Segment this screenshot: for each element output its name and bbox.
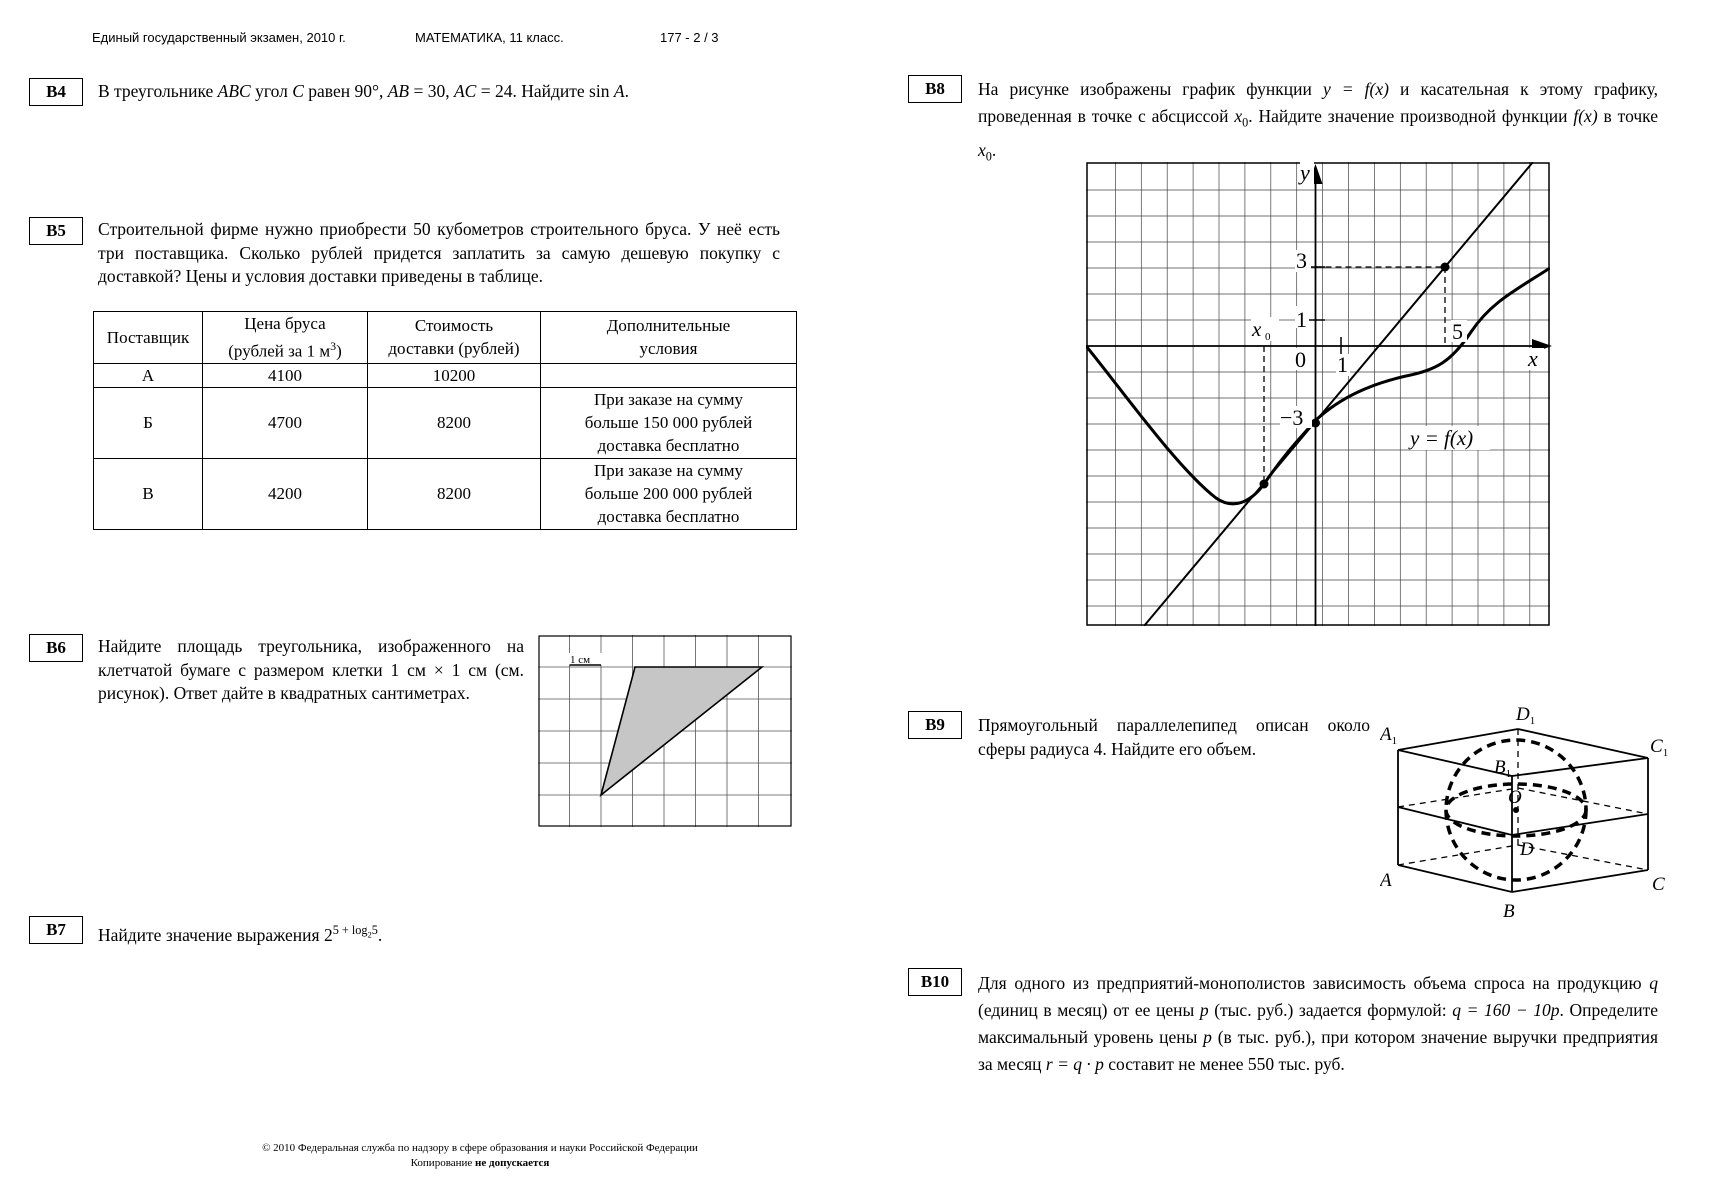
label-fx: y = f(x) bbox=[1410, 426, 1474, 450]
footer-copy-b: не допускается bbox=[475, 1157, 550, 1169]
b10-t4: . Определите максимальный уровень цены bbox=[978, 1000, 1658, 1047]
axis-label-y: y bbox=[1300, 162, 1310, 185]
cell-delivery: 10200 bbox=[368, 363, 541, 387]
task-b4-text bbox=[98, 80, 798, 104]
vertex-b1-sub: 1 bbox=[1505, 768, 1512, 780]
label-m3: −3 bbox=[1280, 405, 1304, 430]
table-row bbox=[94, 458, 797, 529]
cell-extra-line: больше 200 000 рублей bbox=[584, 484, 753, 504]
cell-supplier: А bbox=[94, 363, 203, 387]
b4-v5: A bbox=[613, 81, 625, 101]
th-price-a: Цена бруса bbox=[244, 314, 326, 333]
label-x0-sub: 0 bbox=[1265, 331, 1271, 343]
b8-t1: На рисунке изображены график функции bbox=[978, 79, 1323, 99]
vertex-c1-sub: 1 bbox=[1662, 747, 1669, 759]
cell-extra-line: доставка бесплатно bbox=[597, 436, 740, 456]
vertex-d: D bbox=[1520, 839, 1534, 860]
label-1x: 1 bbox=[1337, 352, 1348, 377]
label-1: 1 bbox=[1296, 307, 1307, 332]
task-b6-text: Найдите площадь треугольника, изображенного на клетчатой бумаге с размером клетки 1 см × 1 см (см. рисунок). Ответ дайте в квадратных сантиметрах. bbox=[98, 636, 524, 703]
b8-x0a-sub: 0 bbox=[1242, 115, 1249, 130]
b4-t4: = 30, bbox=[409, 81, 454, 101]
cell-supplier: Б bbox=[94, 387, 203, 458]
label-x0: x bbox=[1252, 317, 1262, 341]
function-curve bbox=[1086, 268, 1550, 504]
b7-end: . bbox=[377, 924, 383, 945]
b4-t5: = 24. Найдите sin bbox=[476, 81, 614, 101]
task-label-b7: B7 bbox=[29, 916, 83, 944]
parallelepiped-figure bbox=[1380, 700, 1680, 930]
th-delivery-b: доставки (рублей) bbox=[388, 339, 520, 359]
b4-v3: AB bbox=[387, 81, 410, 101]
task-label-b8: B8 bbox=[908, 75, 962, 103]
b10-p1: p bbox=[1199, 1000, 1209, 1020]
b10-f1: q = 160 − 10p bbox=[1452, 1000, 1560, 1020]
vertex-a1-sub: 1 bbox=[1391, 735, 1398, 747]
cell-extra-line: доставка бесплатно bbox=[597, 507, 740, 527]
b8-f2: f(x) bbox=[1573, 106, 1598, 126]
label-0: 0 bbox=[1295, 347, 1306, 372]
task-b8-text bbox=[978, 76, 1658, 170]
b10-t2: (единиц в месяц) от ее цены bbox=[978, 1000, 1200, 1020]
point-x0 bbox=[1260, 480, 1269, 489]
b8-x0b: x bbox=[978, 139, 986, 160]
vertex-b1: B bbox=[1494, 757, 1506, 778]
b4-t3: равен 90°, bbox=[303, 81, 388, 101]
vertex-d1: D bbox=[1516, 704, 1530, 725]
task-label-b9: B9 bbox=[908, 711, 962, 739]
svg-text:C1 bbox=[1650, 736, 1668, 759]
label-3: 3 bbox=[1296, 248, 1307, 273]
b8-x0a: x bbox=[1234, 106, 1243, 126]
vertex-b: B bbox=[1503, 901, 1515, 922]
svg-text:A1 bbox=[1380, 724, 1397, 747]
th-price-b: (рублей за 1 м bbox=[228, 341, 331, 361]
b8-t2: и касательная к этому графику, проведенная в точке с абсциссой bbox=[978, 79, 1658, 126]
cell-price: 4200 bbox=[203, 458, 368, 529]
footer-copyright: © 2010 Федеральная служба по надзору в сфере образования и науки Российской Федерации bbox=[262, 1142, 698, 1154]
vertex-d1-sub: 1 bbox=[1529, 715, 1536, 727]
grid-triangle-figure bbox=[538, 635, 794, 829]
b7-exp-b: 5 bbox=[371, 923, 378, 937]
cell-extra-line: При заказе на сумму bbox=[594, 461, 743, 481]
cell-extra bbox=[541, 387, 797, 458]
task-b10-text bbox=[978, 970, 1658, 1078]
cell-extra bbox=[541, 363, 797, 387]
b10-t3: (тыс. руб.) задается формулой: bbox=[1208, 1000, 1453, 1020]
header-page: 177 - 2 / 3 bbox=[660, 30, 719, 45]
b7-text: Найдите значение выражения bbox=[98, 924, 324, 945]
task-b9-text: Прямоугольный параллелепипед описан около сферы радиуса 4. Найдите его объем. bbox=[978, 715, 1370, 759]
th-extra-b: условия bbox=[639, 339, 698, 359]
b10-t1: Для одного из предприятий-монополистов зависимость объема спроса на продукцию bbox=[978, 973, 1650, 993]
cell-extra-line: больше 150 000 рублей bbox=[584, 413, 753, 433]
function-graph bbox=[1086, 162, 1554, 630]
b7-base: 2 bbox=[323, 924, 333, 945]
b4-v2: C bbox=[292, 81, 304, 101]
vertex-o: O bbox=[1508, 787, 1522, 808]
suppliers-table bbox=[93, 311, 797, 530]
vertex-a1: A bbox=[1380, 724, 1392, 745]
task-label-b4: B4 bbox=[29, 78, 83, 106]
cell-price: 4100 bbox=[203, 363, 368, 387]
b4-v1: ABC bbox=[217, 81, 251, 101]
cell-price: 4700 bbox=[203, 387, 368, 458]
cell-delivery: 8200 bbox=[368, 458, 541, 529]
b7-exp-sub: 2 bbox=[367, 929, 372, 940]
th-delivery-a: Стоимость bbox=[414, 316, 494, 336]
scale-label: 1 см bbox=[570, 654, 591, 666]
b10-t6: составит не менее 550 тыс. руб. bbox=[1103, 1054, 1345, 1074]
box-solid-edges bbox=[1398, 729, 1648, 892]
cell-supplier: В bbox=[94, 458, 203, 529]
svg-text:B1 bbox=[1494, 757, 1511, 780]
tangent-line bbox=[1144, 162, 1533, 626]
b4-t6: . bbox=[624, 81, 629, 101]
cell-extra bbox=[541, 458, 797, 529]
th-supplier: Поставщик bbox=[94, 312, 203, 364]
th-price bbox=[203, 312, 368, 364]
svg-text:D1 bbox=[1515, 704, 1535, 727]
label-5: 5 bbox=[1452, 319, 1463, 344]
b8-t4: в точке bbox=[1597, 106, 1659, 126]
cell-extra-line: При заказе на сумму bbox=[594, 390, 743, 410]
b10-t5: (в тыс. руб.), при котором значение выручки предприятия за месяц bbox=[978, 1027, 1658, 1074]
point-0-m3 bbox=[1311, 419, 1320, 428]
th-price-c: ) bbox=[336, 341, 342, 361]
table-row bbox=[94, 387, 797, 458]
graph-grid bbox=[1086, 162, 1550, 626]
b4-t2: угол bbox=[250, 81, 293, 101]
task-b5-text: Строительной фирме нужно приобрести 50 кубометров строительного бруса. У неё есть три поставщика. Сколько рублей придется заплатить за самую дешевую покупку с доставкой? Цены и условия доставки приведены в таблице. bbox=[98, 219, 780, 286]
task-b7-text bbox=[98, 919, 698, 947]
vertex-c: C bbox=[1652, 874, 1665, 895]
axis-label-x: x bbox=[1528, 346, 1538, 371]
b8-x0b-sub: 0 bbox=[985, 149, 992, 163]
footer-copy-a: Копирование bbox=[410, 1157, 476, 1169]
b10-q1: q bbox=[1649, 973, 1658, 993]
b8-f1: y = f(x) bbox=[1322, 79, 1389, 99]
b4-t1: В треугольнике bbox=[98, 81, 218, 101]
th-extra-a: Дополнительные bbox=[606, 316, 731, 336]
th-delivery bbox=[368, 312, 541, 364]
footer-copy-notice bbox=[130, 1157, 830, 1169]
b10-f2: r = q · p bbox=[1045, 1054, 1104, 1074]
th-price-sup: 3 bbox=[330, 339, 337, 353]
header-subject: МАТЕМАТИКА, 11 класс. bbox=[415, 30, 564, 45]
b7-exp-a: 5 + log bbox=[332, 923, 368, 937]
th-extra bbox=[541, 312, 797, 364]
cell-delivery: 8200 bbox=[368, 387, 541, 458]
task-label-b6: B6 bbox=[29, 634, 83, 662]
table-header-row bbox=[94, 312, 797, 364]
header-exam: Единый государственный экзамен, 2010 г. bbox=[92, 30, 346, 45]
b8-t3: . Найдите значение производной функции bbox=[1248, 106, 1574, 126]
vertex-a: A bbox=[1380, 870, 1392, 891]
b4-v4: AC bbox=[453, 81, 477, 101]
table-row bbox=[94, 363, 797, 387]
b8-t5: . bbox=[991, 139, 997, 160]
task-label-b10: B10 bbox=[908, 968, 962, 996]
task-label-b5: B5 bbox=[29, 217, 83, 245]
graph-frame bbox=[1087, 163, 1549, 625]
vertex-c1: C bbox=[1650, 736, 1663, 757]
b10-p2: p bbox=[1203, 1027, 1212, 1047]
point-5-3 bbox=[1441, 263, 1450, 272]
